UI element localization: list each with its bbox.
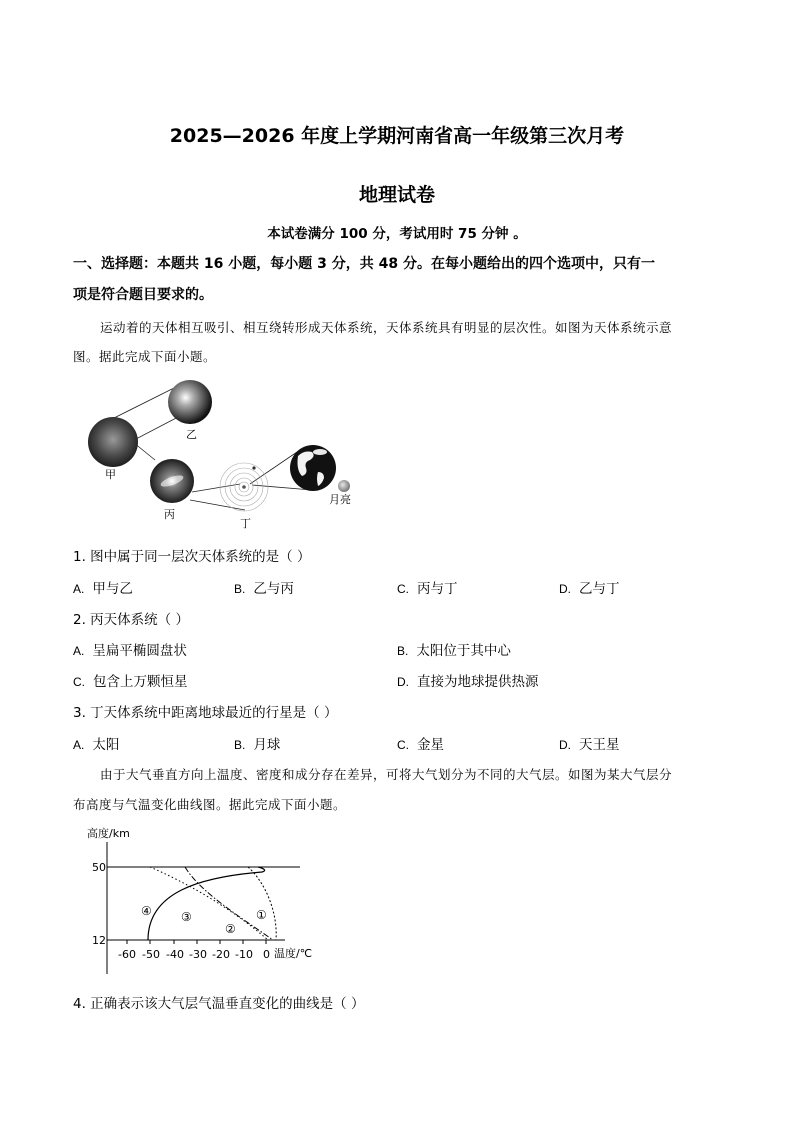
curve-label-3: ③: [181, 910, 192, 924]
ding-solar-system: [220, 463, 268, 511]
label-moon: 月亮: [329, 493, 351, 506]
q3-option-b[interactable]: B. 月球: [234, 737, 281, 753]
passage1-line2: 图。据此完成下面小题。: [73, 349, 217, 364]
q2-option-c[interactable]: C. 包含上万颗恒星: [73, 674, 188, 690]
curve-label-4: ④: [141, 904, 152, 918]
x-tick-m20: -20: [212, 948, 230, 961]
q1-option-b[interactable]: B. 乙与丙: [234, 581, 294, 597]
passage2-line1: 由于大气垂直方向上温度、密度和成分存在差异，可将大气划分为不同的大气层。如图为某大气层分: [100, 767, 673, 782]
section-instruction-line2: 项是符合题目要求的。: [73, 287, 213, 303]
x-tick-m10: -10: [235, 948, 253, 961]
x-tick-0: 0: [263, 948, 270, 961]
question-1-stem: 1. 图中属于同一层次天体系统的是（ ）: [73, 549, 311, 565]
moon: [338, 480, 350, 492]
curve-3: [150, 867, 268, 940]
curve-label-1: ①: [256, 908, 267, 922]
q3-option-d[interactable]: D. 天王星: [559, 737, 620, 753]
question-2-stem: 2. 丙天体系统（ ）: [73, 612, 189, 628]
q2-option-b[interactable]: B. 太阳位于其中心: [397, 643, 511, 659]
label-bing: 丙: [164, 508, 175, 521]
x-tick-m30: -30: [189, 948, 207, 961]
x-tick-m40: -40: [166, 948, 184, 961]
q1-option-d[interactable]: D. 乙与丁: [559, 581, 620, 597]
celestial-system-figure: [80, 372, 360, 532]
exam-note: 本试卷满分 100 分，考试用时 75 分钟 。: [267, 226, 527, 242]
curve-label-2: ②: [225, 922, 236, 936]
y-tick-12: 12: [92, 934, 106, 947]
page-title: 2025—2026 年度上学期河南省高一年级第三次月考: [169, 125, 625, 147]
passage1-line1: 运动着的天体相互吸引、相互绕转形成天体系统，天体系统具有明显的层次性。如图为天体系统示意: [100, 320, 673, 335]
q1-option-c[interactable]: C. 丙与丁: [397, 581, 458, 597]
q3-option-a[interactable]: A. 太阳: [73, 737, 120, 753]
q1-option-a[interactable]: A. 甲与乙: [73, 581, 133, 597]
question-3-stem: 3. 丁天体系统中距离地球最近的行星是（ ）: [73, 705, 338, 721]
yi-nebula: [168, 380, 212, 424]
q3-option-c[interactable]: C. 金星: [397, 737, 444, 753]
atmosphere-temperature-figure: [80, 822, 340, 982]
jia-galaxy-group: [88, 417, 138, 467]
q2-option-d[interactable]: D. 直接为地球提供热源: [397, 674, 539, 690]
x-axis-label: 温度/℃: [274, 947, 313, 960]
curve-4: [148, 867, 265, 940]
curve-1: [248, 867, 276, 940]
passage2-line2: 布高度与气温变化曲线图。据此完成下面小题。: [73, 797, 347, 812]
y-axis-label: 高度/km: [87, 827, 130, 840]
q2-option-a[interactable]: A. 呈扁平椭圆盘状: [73, 643, 187, 659]
label-jia: 甲: [105, 468, 116, 481]
y-tick-50: 50: [92, 861, 106, 874]
label-yi: 乙: [186, 428, 197, 441]
question-4-stem: 4. 正确表示该大气层气温垂直变化的曲线是（ ）: [73, 996, 365, 1012]
label-ding: 丁: [240, 517, 251, 530]
x-tick-m60: -60: [118, 948, 136, 961]
x-tick-m50: -50: [142, 948, 160, 961]
section-instruction-line1: 一、选择题：本题共 16 小题，每小题 3 分，共 48 分。在每小题给出的四个选项中，只有一: [73, 256, 655, 272]
subject-title: 地理试卷: [358, 184, 435, 206]
earth: [290, 445, 336, 491]
